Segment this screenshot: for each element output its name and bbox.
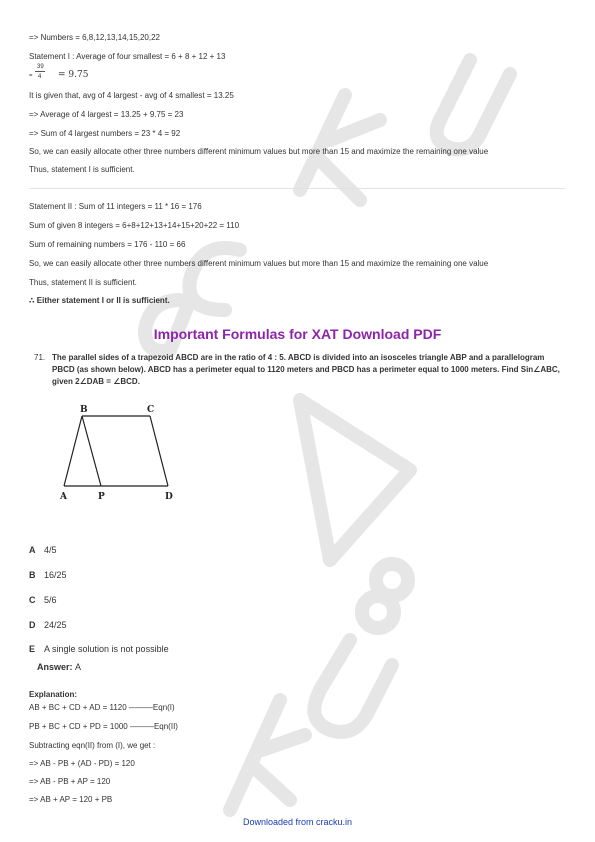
option-b[interactable]: [29, 570, 67, 580]
vertex-label-c: C: [147, 405, 155, 415]
solution-line: Statement I : Average of four smallest = 6 + 8 + 12 + 13: [29, 52, 226, 61]
fraction-equals: =: [29, 73, 33, 79]
option-key: A: [29, 545, 36, 555]
solution-line: It is given that, avg of 4 largest - avg of 4 smallest = 13.25: [29, 91, 234, 100]
trapezoid-diagram: [55, 398, 195, 508]
explanation-line: => AB - PB + (AD - PD) = 120: [29, 759, 135, 768]
solution-line: So, we can easily allocate other three numbers different minimum values but more than 15 and maximize the remaining one value: [29, 147, 489, 156]
answer: [37, 662, 81, 672]
option-a[interactable]: [29, 545, 57, 555]
solution-line: Sum of remaining numbers = 176 - 110 = 66: [29, 240, 186, 249]
vertex-label-d: D: [165, 492, 173, 502]
answer-value: A: [75, 662, 82, 672]
option-e[interactable]: [29, 644, 169, 654]
option-key: E: [29, 644, 36, 654]
option-c[interactable]: [29, 595, 57, 605]
explanation-line: => AB - PB + AP = 120: [29, 777, 111, 786]
solution-line: So, we can easily allocate other three numbers different minimum values but more than 15 and maximize the remaining one value: [29, 259, 489, 268]
solution-line: => Average of 4 largest = 13.25 + 9.75 = 23: [29, 110, 184, 119]
formulas-download-link[interactable]: Important Formulas for XAT Download PDF: [153, 326, 442, 342]
option-value: 5/6: [44, 595, 57, 605]
explanation-line: => AB + AP = 120 + PB: [29, 795, 113, 804]
question-number: 71.: [34, 353, 46, 362]
option-value: 24/25: [44, 620, 67, 630]
solution-line: Statement II : Sum of 11 integers = 11 * 16 = 176: [29, 202, 202, 211]
vertex-label-b: B: [80, 405, 88, 415]
vertex-label-a: A: [60, 492, 67, 502]
explanation-line: AB + BC + CD + AD = 1120 ———Eqn(I): [29, 703, 175, 712]
footer-download-link[interactable]: Downloaded from cracku.in: [242, 817, 353, 827]
fraction-denominator: 4: [38, 74, 42, 80]
fraction-result: = 9.75: [58, 70, 89, 80]
option-value: 16/25: [44, 570, 67, 580]
conclusion-line: ∴ Either statement I or II is sufficient.: [29, 296, 170, 305]
solution-line: => Numbers = 6,8,12,13,14,15,20,22: [29, 33, 160, 42]
solution-line: Thus, statement I is sufficient.: [29, 165, 135, 174]
question-text: The parallel sides of a trapezoid ABCD are in the ratio of 4 : 5. ABCD is divided into an isosceles triangle ABP and a parallelogram PBCD (as shown below). ABCD has a perimeter equal to 1120 meters and PBCD has a perimeter equal to 1000 meters. Find Sin∠ABC, given 2∠DAB = ∠BCD.: [52, 353, 560, 386]
option-value: A single solution is not possible: [44, 644, 169, 654]
answer-label: Answer:: [37, 662, 73, 672]
option-key: C: [29, 595, 36, 605]
solution-line: => Sum of 4 largest numbers = 23 * 4 = 92: [29, 129, 181, 138]
divider: [29, 188, 565, 189]
explanation-title: Explanation:: [29, 690, 78, 699]
option-value: 4/5: [44, 545, 57, 555]
solution-line: Thus, statement II is sufficient.: [29, 278, 137, 287]
vertex-label-p: P: [98, 492, 105, 502]
explanation-line: Subtracting eqn(II) from (I), we get :: [29, 741, 156, 750]
fraction-numerator: 39: [37, 64, 44, 70]
option-d[interactable]: [29, 620, 67, 630]
explanation-line: PB + BC + CD + PD = 1000 ———Eqn(II): [29, 722, 178, 731]
option-key: D: [29, 620, 36, 630]
option-key: B: [29, 570, 36, 580]
solution-line: Sum of given 8 integers = 6+8+12+13+14+15+20+22 = 110: [29, 221, 240, 230]
